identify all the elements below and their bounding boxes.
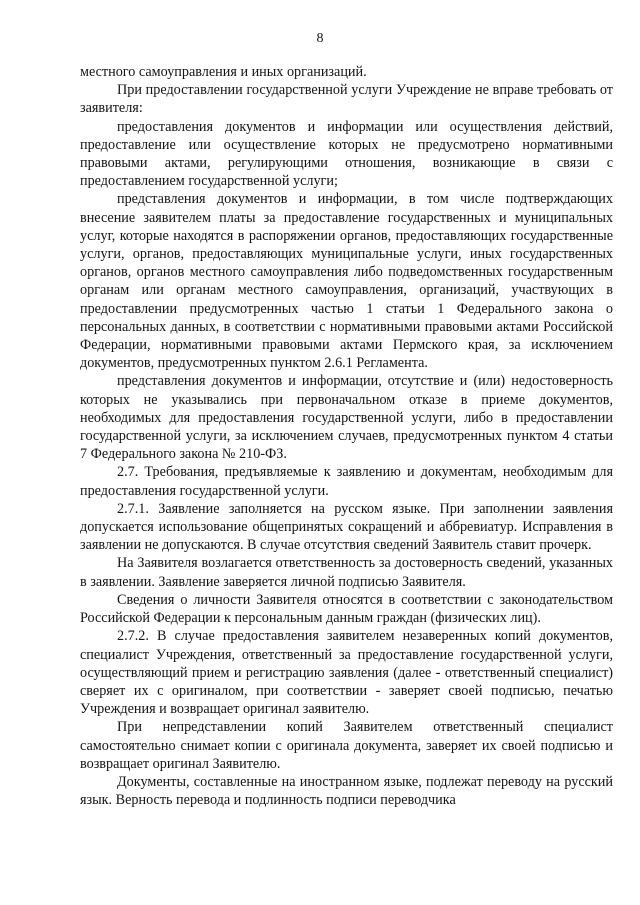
- paragraph-restriction-actions: предоставления документов и информации или осуществления действий, предоставление или осуществление которых не предусмотрено нормативными правовыми актами, регулирующими отношения, возникающие в связи с предоставлением государственной услуги;: [80, 118, 613, 190]
- paragraph-restriction-refusal: представления документов и информации, отсутствие и (или) недостоверность которых не указывались при первоначальном отказе в приеме документов, необходимых для предоставления государственной услуги, либо в предоставлении государственной услуги, за исключением случаев, предусмотренных пунктом 4 статьи 7 Федерального закона № 210-ФЗ.: [80, 373, 613, 463]
- paragraph-section-2-7-2: 2.7.2. В случае предоставления заявителем незаверенных копий документов, специалист Учреждения, ответственный за предоставление государственной услуги, осуществляющий прием и регистрацию заявления (далее - ответственный специалист) сверяет их с оригиналом, при соответствии - заверяет своей подписью, печатью Учреждения и возвращает оригинал заявителю.: [80, 628, 613, 718]
- paragraph-restriction-documents: представления документов и информации, в том числе подтверждающих внесение заявителем платы за предоставление государственных и муниципальных услуг, которые находятся в распоряжении органов, предоставляющих государственные услуги, органов, предоставляющих муниципальные услуги, иных государственных органов, органов местного самоуправления либо подведомственных государственным органам или органам местного самоуправления, организаций, участвующих в предоставлении предусмотренных частью 1 статьи 1 Федерального закона о персональных данных, в соответствии с нормативными правовыми актами Российской Федерации, нормативными правовыми актами Пермского края, за исключением документов, предусмотренных пунктом 2.6.1 Регламента.: [80, 191, 613, 372]
- paragraph-section-2-7-1: 2.7.1. Заявление заполняется на русском языке. При заполнении заявления допускается использование общепринятых сокращений и аббревиатур. Исправления в заявлении не допускаются. В случае отсутствия сведений Заявитель ставит прочерк.: [80, 500, 613, 554]
- paragraph-continuation: местного самоуправления и иных организаций.: [80, 64, 367, 80]
- paragraph-personal-data: Сведения о личности Заявителя относятся в соответствии с законодательством Российской Федерации к персональным данным граждан (физических лиц).: [80, 591, 613, 627]
- paragraph-section-2-7: 2.7. Требования, предъявляемые к заявлению и документам, необходимым для предоставления государственной услуги.: [80, 464, 613, 499]
- page-number: 8: [316, 31, 324, 46]
- paragraph-copies: При непредставлении копий Заявителем ответственный специалист самостоятельно снимает копии с оригинала документа, заверяет их своей подписью и возвращает оригинал Заявителю.: [80, 719, 613, 772]
- paragraph-responsibility: На Заявителя возлагается ответственность за достоверность сведений, указанных в заявлении. Заявление заверяется личной подписью Заявителя.: [80, 555, 613, 590]
- paragraph-restrictions-intro: При предоставлении государственной услуги Учреждение не вправе требовать от заявителя:: [80, 82, 613, 117]
- document-body: [80, 63, 613, 809]
- paragraph-foreign-documents: Документы, составленные на иностранном языке, подлежат переводу на русский язык. Верность перевода и подлинность подписи переводчика: [80, 773, 613, 809]
